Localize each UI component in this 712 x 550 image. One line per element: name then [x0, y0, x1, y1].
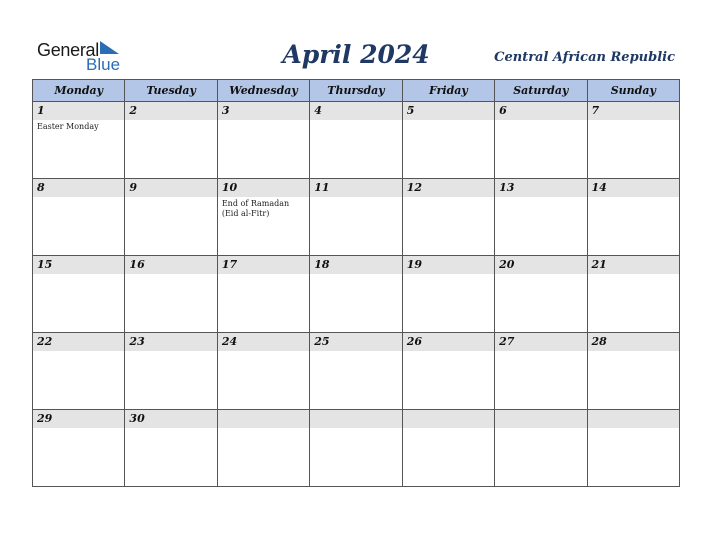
- weekday-header-row: [33, 80, 680, 102]
- day-cell: [495, 179, 587, 256]
- day-number-bar: [218, 179, 309, 197]
- day-number-bar: [125, 179, 216, 197]
- weekday-header: Monday: [33, 80, 125, 102]
- day-number-bar: [310, 179, 401, 197]
- day-cell: [402, 179, 494, 256]
- calendar-title: April 2024: [282, 40, 430, 69]
- day-number: 19: [406, 258, 422, 271]
- day-number-bar: [125, 256, 216, 274]
- weekday-header: Tuesday: [125, 80, 217, 102]
- day-cell: [495, 410, 587, 487]
- day-number-bar: [33, 410, 124, 428]
- day-cell: [587, 102, 679, 179]
- day-number: 25: [314, 335, 330, 348]
- day-number: 18: [314, 258, 330, 271]
- day-cell: [33, 256, 125, 333]
- day-number: 17: [221, 258, 238, 271]
- day-number: 21: [591, 258, 607, 271]
- day-cell: [495, 102, 587, 179]
- day-number-bar: [218, 256, 309, 274]
- day-number: 30: [129, 412, 145, 425]
- day-number-bar: [403, 256, 494, 274]
- day-number-bar: [403, 179, 494, 197]
- day-number-bar: [310, 333, 401, 351]
- day-number: 2: [129, 104, 138, 117]
- weekday-header: Thursday: [310, 80, 402, 102]
- day-number-bar: [588, 256, 679, 274]
- day-number: 27: [499, 335, 515, 348]
- weekday-header: Saturday: [495, 80, 587, 102]
- day-number: 1: [37, 104, 45, 117]
- holiday-label: Easter Monday: [37, 122, 99, 131]
- day-number-bar: [218, 102, 309, 120]
- day-cell: [125, 179, 217, 256]
- weekday-header: Sunday: [587, 80, 679, 102]
- day-number-bar: [403, 410, 494, 428]
- weekday-header: Friday: [402, 80, 494, 102]
- day-number-bar: [588, 179, 679, 197]
- day-cell: [402, 333, 494, 410]
- day-number-bar: [495, 102, 586, 120]
- day-cell: [495, 333, 587, 410]
- day-number: 10: [221, 181, 238, 194]
- day-number: 5: [406, 104, 415, 117]
- day-number: 16: [129, 258, 145, 271]
- day-cell: [125, 256, 217, 333]
- day-cell: [217, 179, 309, 256]
- logo-text-blue: Blue: [86, 55, 121, 74]
- day-number: 29: [37, 412, 53, 425]
- day-cell: [125, 410, 217, 487]
- day-number: 8: [37, 181, 45, 194]
- day-cell: [587, 179, 679, 256]
- day-cell: [310, 410, 402, 487]
- week-row: [33, 410, 680, 487]
- day-cell: [125, 102, 217, 179]
- day-number-bar: [33, 102, 124, 120]
- week-row: [33, 333, 680, 410]
- day-cell: [33, 179, 125, 256]
- day-number: 3: [221, 104, 230, 117]
- day-number: 20: [499, 258, 515, 271]
- day-number-bar: [33, 256, 124, 274]
- day-cell: [310, 179, 402, 256]
- day-number-bar: [403, 102, 494, 120]
- day-number-bar: [588, 410, 679, 428]
- day-number-bar: [125, 102, 216, 120]
- country-name: Central African Republic: [494, 50, 675, 65]
- day-number-bar: [588, 102, 679, 120]
- day-cell: [402, 256, 494, 333]
- day-number: 13: [499, 181, 515, 194]
- weekday-header: Wednesday: [217, 80, 309, 102]
- week-row: [33, 256, 680, 333]
- day-number: 12: [406, 181, 422, 194]
- day-number: 28: [591, 335, 607, 348]
- day-number-bar: [310, 256, 401, 274]
- week-row: [33, 102, 680, 179]
- day-cell: [33, 102, 125, 179]
- day-number-bar: [495, 410, 586, 428]
- day-number-bar: [310, 102, 401, 120]
- day-cell: [217, 102, 309, 179]
- day-number-bar: [588, 333, 679, 351]
- day-number: 11: [314, 181, 330, 194]
- day-number: 7: [591, 104, 600, 117]
- day-number-bar: [33, 333, 124, 351]
- day-cell: [495, 256, 587, 333]
- day-cell: [402, 410, 494, 487]
- day-number-bar: [218, 410, 309, 428]
- day-number: 6: [499, 104, 507, 117]
- day-number: 22: [37, 335, 53, 348]
- holiday-label: End of Ramadan (Eid al-Fitr): [221, 199, 290, 218]
- day-number: 4: [314, 104, 322, 117]
- day-cell: [217, 410, 309, 487]
- week-row: [33, 179, 680, 256]
- day-number: 14: [591, 181, 607, 194]
- day-cell: [217, 333, 309, 410]
- day-cell: [402, 102, 494, 179]
- day-cell: [125, 333, 217, 410]
- day-number-bar: [495, 256, 586, 274]
- calendar-grid: [32, 79, 680, 487]
- day-number: 24: [221, 335, 238, 348]
- day-number-bar: [310, 410, 401, 428]
- day-cell: [310, 102, 402, 179]
- day-number-bar: [33, 179, 124, 197]
- day-number-bar: [218, 333, 309, 351]
- day-number-bar: [495, 179, 586, 197]
- day-number: 15: [37, 258, 53, 271]
- day-number-bar: [125, 410, 216, 428]
- day-cell: [310, 333, 402, 410]
- day-number-bar: [403, 333, 494, 351]
- day-cell: [217, 256, 309, 333]
- day-cell: [33, 333, 125, 410]
- day-cell: [587, 410, 679, 487]
- day-cell: [587, 256, 679, 333]
- day-cell: [587, 333, 679, 410]
- logo-text-general: General: [37, 40, 99, 60]
- day-number: 9: [129, 181, 138, 194]
- day-number: 26: [406, 335, 422, 348]
- day-number: 23: [129, 335, 145, 348]
- day-number-bar: [495, 333, 586, 351]
- day-cell: [310, 256, 402, 333]
- day-number-bar: [125, 333, 216, 351]
- day-cell: [33, 410, 125, 487]
